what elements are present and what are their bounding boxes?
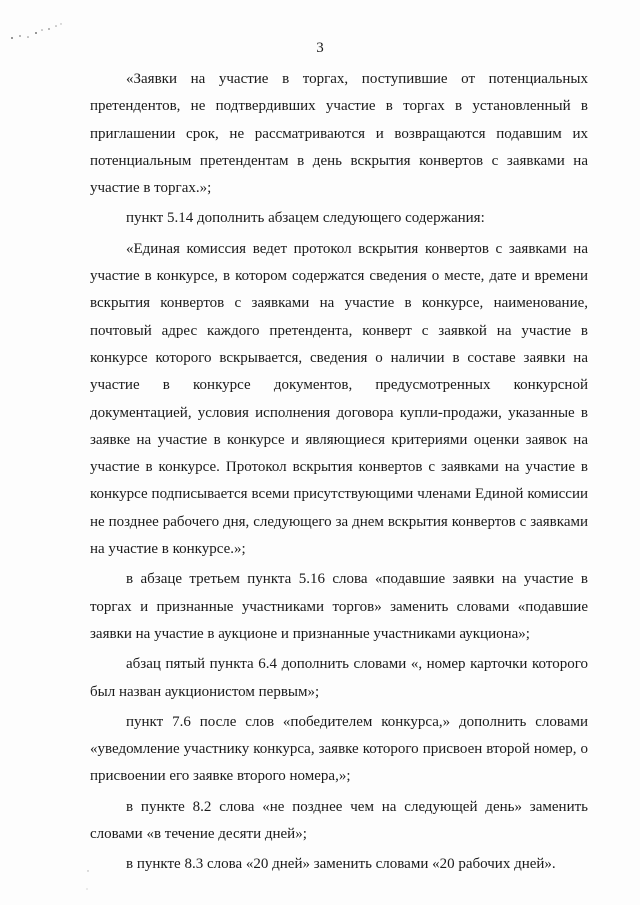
paragraph-amend-6-4: абзац пятый пункта 6.4 дополнить словами «, номер карточки которого был назван аукционистом первым»;	[90, 656, 588, 700]
page-number: 3	[316, 40, 324, 56]
paragraph-amend-5-14: пункт 5.14 дополнить абзацем следующего содержания:	[126, 210, 485, 227]
paragraph-amend-8-3: в пункте 8.3 слова «20 дней» заменить словами «20 рабочих дней».	[126, 856, 556, 873]
paragraph-bids-not-considered: «Заявки на участие в торгах, поступившие от потенциальных претендентов, не подтвердивших участие в торгах в установленный в приглашении срок, не рассматриваются и возвращаются подавшим их потенциальным претендентам в день вскрытия конвертов с заявками на участие в торгах.»;	[90, 71, 588, 197]
paragraph-amend-8-2: в пункте 8.2 слова «не позднее чем на следующей день» заменить словами «в течение десяти дней»;	[90, 798, 588, 843]
paragraph-amend-5-16: в абзаце третьем пункта 5.16 слова «подавшие заявки на участие в торгах и признанные участниками торгов» заменить словами «подавшие заявки на участие в аукционе и признанные участниками аукциона»;	[90, 571, 588, 642]
paragraph-amend-7-6: пункт 7.6 после слов «победителем конкурса,» дополнить словами «уведомление участнику конкурса, заявке которого присвоен второй номер, о присвоении его заявке второго номера,»;	[90, 713, 588, 785]
document-body	[90, 66, 588, 879]
paragraph-commission-protocol: «Единая комиссия ведет протокол вскрытия конвертов с заявками на участие в конкурсе, в котором содержатся сведения о месте, дате и времени вскрытия конвертов с заявками на участие в конкурсе, наименование, почтовый адрес каждого претендента, конверт с заявкой на участие в конкурсе которого вскрывается, сведения о наличии в составе заявки на участие в конкурсе документов, предусмотренных конкурсной документацией, условия исполнения договора купли-продажи, указанные в заявке на участие в конкурсе и являющиеся критериями оценки заявок на участие в конкурсе. Протокол вскрытия конвертов с заявками на участие в конкурсе подписывается всеми присутствующими членами Единой комиссии не позднее рабочего дня, следующего за днем вскрытия конвертов с заявками на участие в конкурсе.»;	[90, 240, 588, 558]
scan-artifact-bottom	[82, 865, 94, 895]
